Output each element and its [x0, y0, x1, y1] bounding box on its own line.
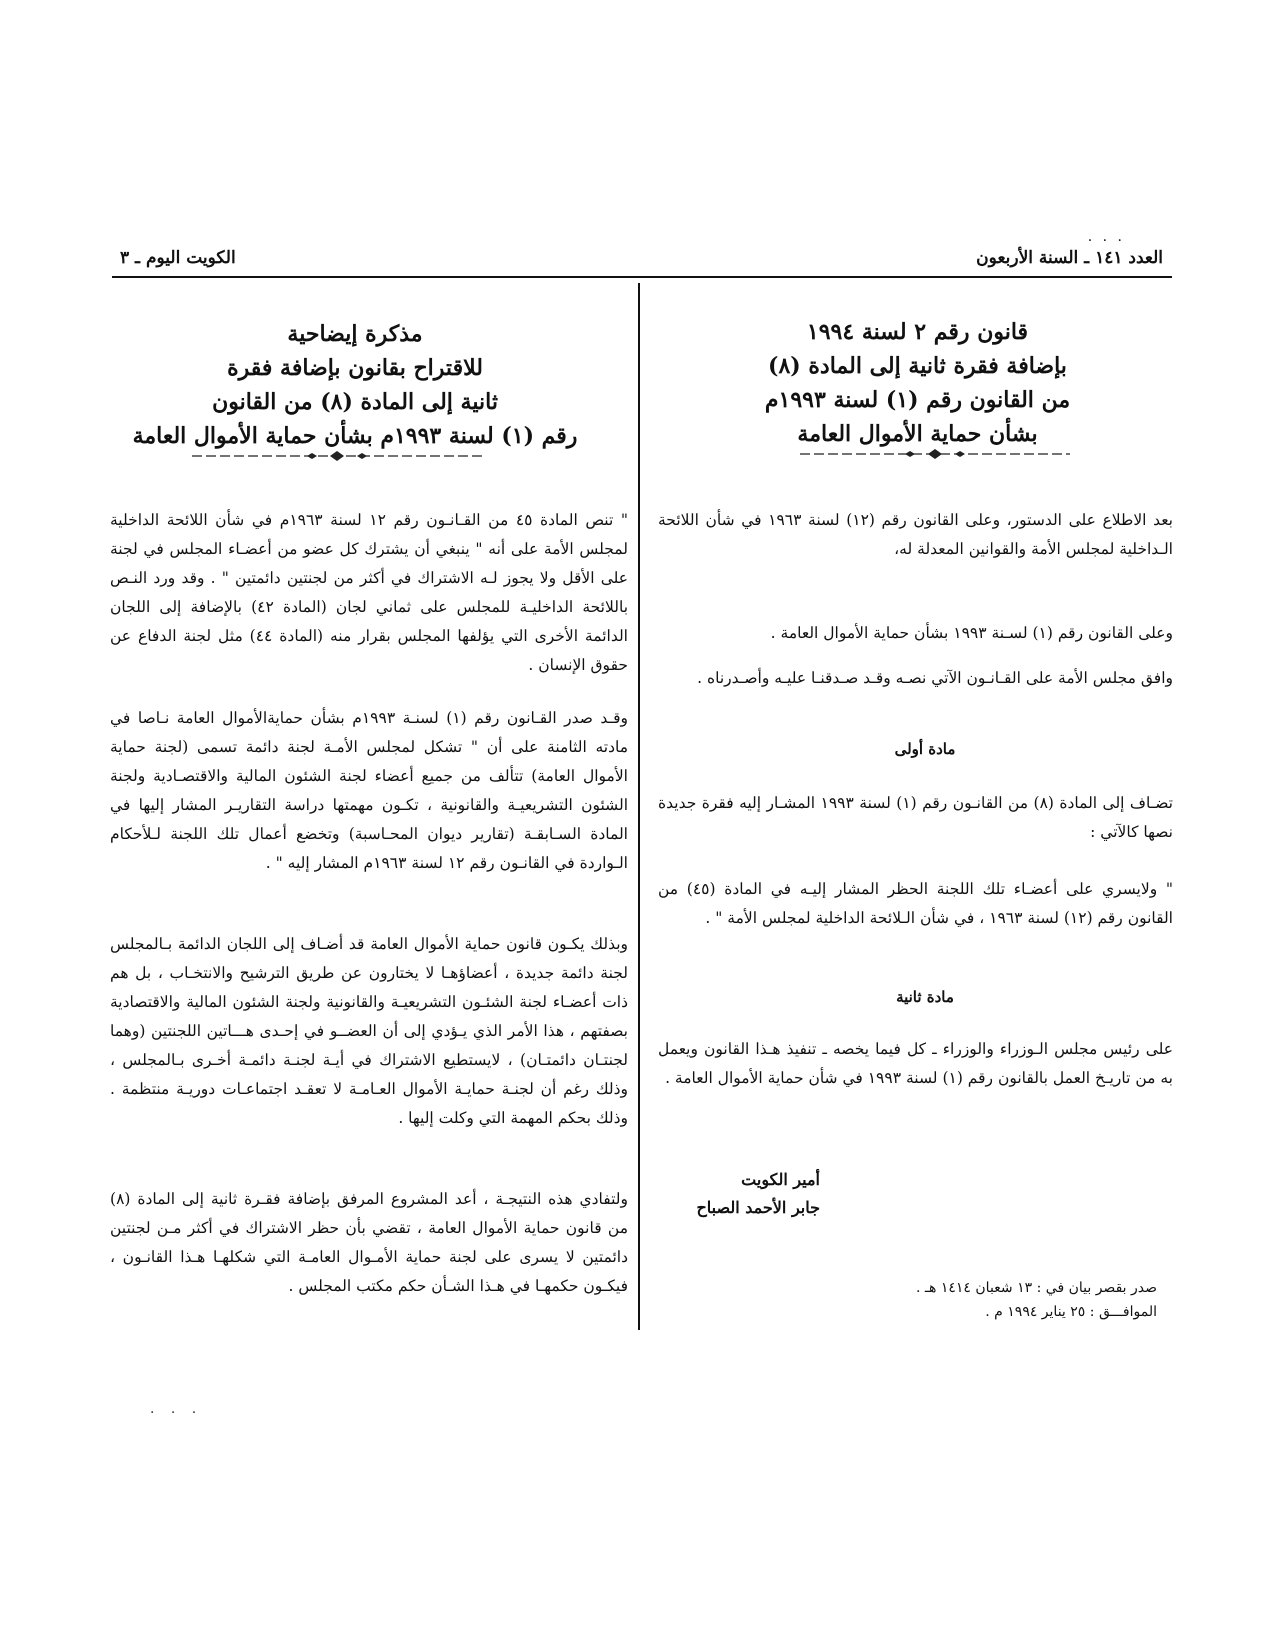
title-ornament: [800, 449, 1070, 459]
article-text: على رئيس مجلس الـوزراء والوزراء ـ كل فيما يخصه ـ تنفيذ هـذا القانون ويعمل به من تاريـخ العمل بالقانون رقم (١) لسنة ١٩٩٣ في شأن حماية الأموال العامة .: [658, 1040, 1173, 1087]
issue-date-hijri: صدر بقصر بيان في : ١٣ شعبان ١٤١٤ هـ .: [916, 1280, 1157, 1296]
issue-date-block: [916, 1276, 1157, 1324]
law-preamble: وعلى القانون رقم (١) لسـنة ١٩٩٣ بشأن حماية الأموال العامة .: [770, 624, 1173, 642]
signature-title: أمير الكويت: [741, 1170, 820, 1189]
memo-title-line: ثانية إلى المادة (٨) من القانون: [212, 389, 498, 415]
article-quote: " ولايسري على أعضـاء تلك اللجنة الحظر المشار إليـه في المادة (٤٥) من القانون رقم (١٢) لسنة ١٩٦٣ ، في شأن الـلائحة الداخلية لمجلس الأمة " .: [658, 880, 1174, 927]
law-preamble: بعد الاطلاع على الدستور، وعلى القانون رقم (١٢) لسنة ١٩٦٣ في شأن اللائحة الـداخلية لمجلس الأمة والقوانين المعدلة له،: [658, 511, 1173, 558]
law-enactment: وافق مجلس الأمة على القـانـون الآتي نصـه وقـد صـدقنـا عليـه وأصـدرناه .: [697, 669, 1173, 687]
title-ornament: [192, 451, 482, 461]
newspaper-page-label: الكويت اليوم ـ ٣: [120, 248, 236, 268]
law-title-line: بشأن حماية الأموال العامة: [797, 421, 1038, 447]
law-title-line: قانون رقم ٢ لسنة ١٩٩٤: [806, 319, 1029, 345]
header-rule: [112, 276, 1172, 278]
column-divider: [638, 283, 640, 1330]
article-heading: مادة ثانية: [896, 988, 954, 1006]
memo-paragraph: وبذلك يكـون قانون حماية الأموال العامة قد أضـاف إلى اللجان الدائمة بـالمجلس لجنة دائمة جديدة ، أعضاؤهـا لا يختارون عن طريق الترشيح والانتخـاب ، بل هم ذات أعضـاء لجنة الشئـون التشريعيـة والقانونية ولجنة الشئون المالية والاقتصادية بصفتهم ، هذا الأمر الذي يـؤدي إلى أن العضــو في إحـدى هـــاتين اللجنتين (وهما لجنتـان دائمتـان) ، لايستطيع الاشتراك في أيـة لجنـة دائمـة أخـرى بـالمجلس ، وذلك رغم أن لجنـة حمايـة الأموال العـامـة لا تعقـد اجتماعـات دوريـة منتظمة . وذلك بحكم المهمة التي وكلت إليها .: [110, 935, 628, 1127]
signature-block: [696, 1166, 820, 1222]
header-dots: . . .: [1087, 229, 1125, 245]
signature-name: جابر الأحمد الصباح: [696, 1198, 820, 1217]
law-title-line: من القانون رقم (١) لسنة ١٩٩٣م: [764, 387, 1071, 413]
article-heading: مادة أولى: [894, 740, 956, 758]
memo-title-line: مذكرة إيضاحية: [287, 321, 423, 347]
law-title: [735, 315, 1100, 451]
memo-title: [130, 317, 580, 453]
memo-paragraph: ولتفادي هذه النتيجـة ، أعد المشروع المرفق بإضافة فقـرة ثانية إلى المادة (٨) من قانون حماية الأموال العامة ، تقضي بأن حظر الاشتراك في أكثر مـن لجنتين دائمتين لا يسرى على لجنة حماية الأمـوال العامـة التي شكلهـا هـذا القانـون ، فيكـون حكمهـا في هـذا الشـأن حكم مكتب المجلس .: [110, 1190, 628, 1295]
issue-label: العدد ١٤١ ـ السنة الأربعون: [976, 248, 1163, 268]
article-text: تضـاف إلى المادة (٨) من القانـون رقم (١) لسنة ١٩٩٣ المشـار إليه فقرة جديدة نصها كالآتي :: [658, 794, 1173, 841]
memo-title-line: للاقتراح بقانون بإضافة فقرة: [227, 355, 483, 381]
scan-specks: · · ·: [150, 1405, 203, 1421]
memo-paragraph: " تنص المادة ٤٥ من القـانـون رقم ١٢ لسنة ١٩٦٣م في شأن اللائحة الداخلية لمجلس الأمة على أنه " ينبغي أن يشترك كل عضو من أعضـاء المجلس في لجنة على الأقل ولا يجوز لـه الاشتراك في أكثر من لجنتين دائمتين " . وقد ورد النـص باللائحة الداخليـة للمجلس على ثماني لجان (المادة ٤٢) بالإضافة إلى اللجان الدائمة الأخرى التي يؤلفها المجلس بقرار منه (المادة ٤٤) مثل لجنة الدفاع عن حقوق الإنسان .: [110, 511, 629, 674]
issue-date-gregorian: الموافـــق : ٢٥ يناير ١٩٩٤ م .: [985, 1304, 1157, 1320]
memo-paragraph: وقـد صدر القـانون رقم (١) لسنـة ١٩٩٣م بشأن حمايةالأموال العامة نـاصا في مادته الثامنة على أن " تشكل لمجلس الأمـة لجنة دائمة تسمى (لجنة حماية الأموال العامة) تتألف من جميع أعضاء لجنة الشئون المالية والاقتصـادية ولجنة الشئون التشريعيـة والقانونية ، تكـون مهمتها دراسة التقاريـر المشار إليها في المادة السـابقـة (تقارير ديوان المحـاسبة) وتخضع أعمال تلك اللجنة لـلأحكام الـواردة في القانـون رقم ١٢ لسنة ١٩٦٣م المشار إليه " .: [110, 709, 628, 872]
memo-title-line: رقم (١) لسنة ١٩٩٣م بشأن حماية الأموال العامة: [132, 423, 578, 449]
law-title-line: بإضافة فقرة ثانية إلى المادة (٨): [768, 353, 1067, 379]
